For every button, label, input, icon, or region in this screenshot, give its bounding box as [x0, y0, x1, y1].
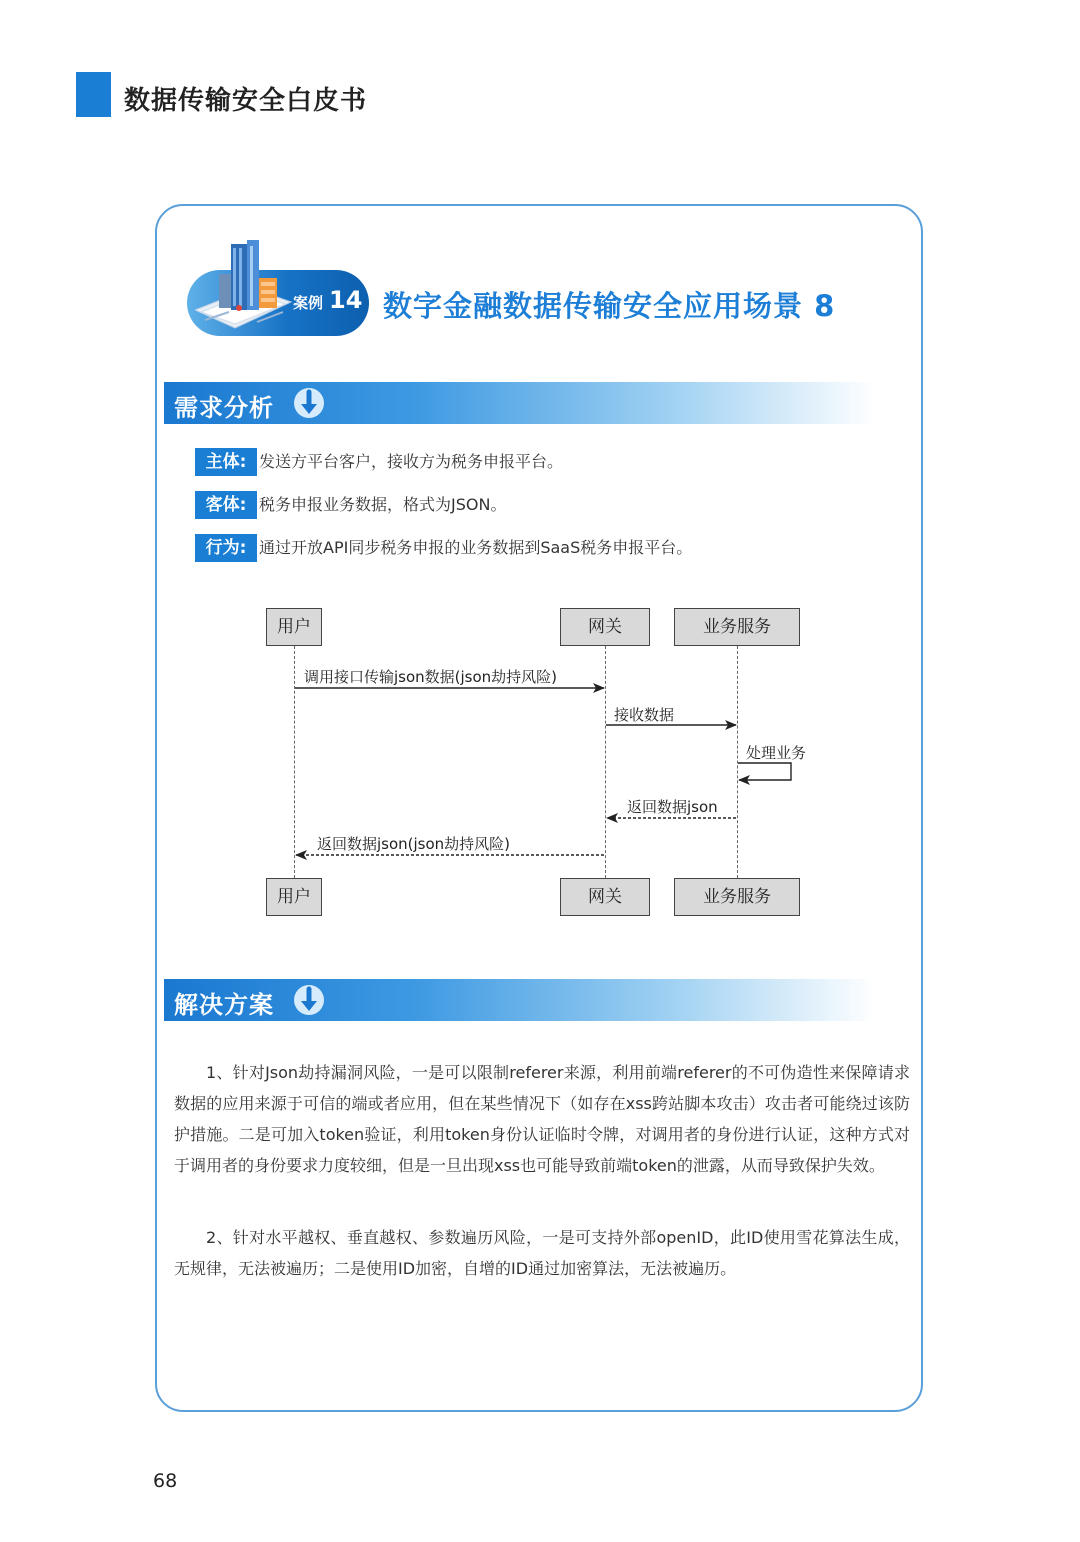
subject-tag: 主体:	[195, 448, 257, 476]
msg-label-return-user: 返回数据json(json劫持风险)	[317, 835, 511, 853]
msg-arrow-process	[738, 763, 791, 780]
requirements-heading: 需求分析	[174, 394, 274, 422]
object-text: 税务申报业务数据，格式为JSON。	[259, 495, 507, 514]
behavior-tag: 行为:	[195, 534, 257, 562]
behavior-text: 通过开放API同步税务申报的业务数据到SaaS税务申报平台。	[259, 538, 693, 557]
msg-label-receive: 接收数据	[614, 706, 675, 724]
page-number: 68	[153, 1470, 178, 1492]
case-number: 14	[329, 286, 363, 314]
solution-heading: 解决方案	[174, 991, 274, 1019]
document-title: 数据传输安全白皮书	[124, 86, 368, 116]
actor-gateway-top: 网关	[560, 608, 650, 646]
solution-paragraph-2: 2、针对水平越权、垂直越权、参数遍历风险，一是可支持外部openID，此ID使用雪花算法生成，无规律，无法被遍历；二是使用ID加密，自增的ID通过加密算法，无法被遍历。	[174, 1228, 910, 1278]
arrow-down-icon	[292, 982, 326, 1018]
actor-service-bottom: 业务服务	[674, 878, 800, 916]
case-label: 案例	[293, 294, 324, 312]
actor-user-top: 用户	[266, 608, 322, 646]
actor-user-bottom: 用户	[266, 878, 322, 916]
actor-gateway-bottom: 网关	[560, 878, 650, 916]
object-tag: 客体:	[195, 491, 257, 519]
subject-text: 发送方平台客户，接收方为税务申报平台。	[259, 452, 564, 471]
solution-paragraph-1: 1、针对Json劫持漏洞风险，一是可以限制referer来源，利用前端referer的不可伪造性来保障请求数据的应用来源于可信的端或者应用，但在某些情况下（如存在xss跨站脚本攻击）攻击者可能绕过该防护措施。二是可加入token验证，利用token身份认证临时令牌，对调用者的身份进行认证，这种方式对于调用者的身份要求力度较细，但是一旦出现xss也可能导致前端token的泄露，从而导致保护失效。	[174, 1063, 910, 1175]
msg-label-call: 调用接口传输json数据(json劫持风险)	[304, 668, 558, 686]
msg-label-return-json: 返回数据json	[627, 798, 718, 816]
actor-service-top: 业务服务	[674, 608, 800, 646]
solution-section-bar	[164, 979, 876, 1021]
msg-label-process: 处理业务	[746, 744, 807, 762]
case-title: 数字金融数据传输安全应用场景 8	[383, 289, 836, 323]
